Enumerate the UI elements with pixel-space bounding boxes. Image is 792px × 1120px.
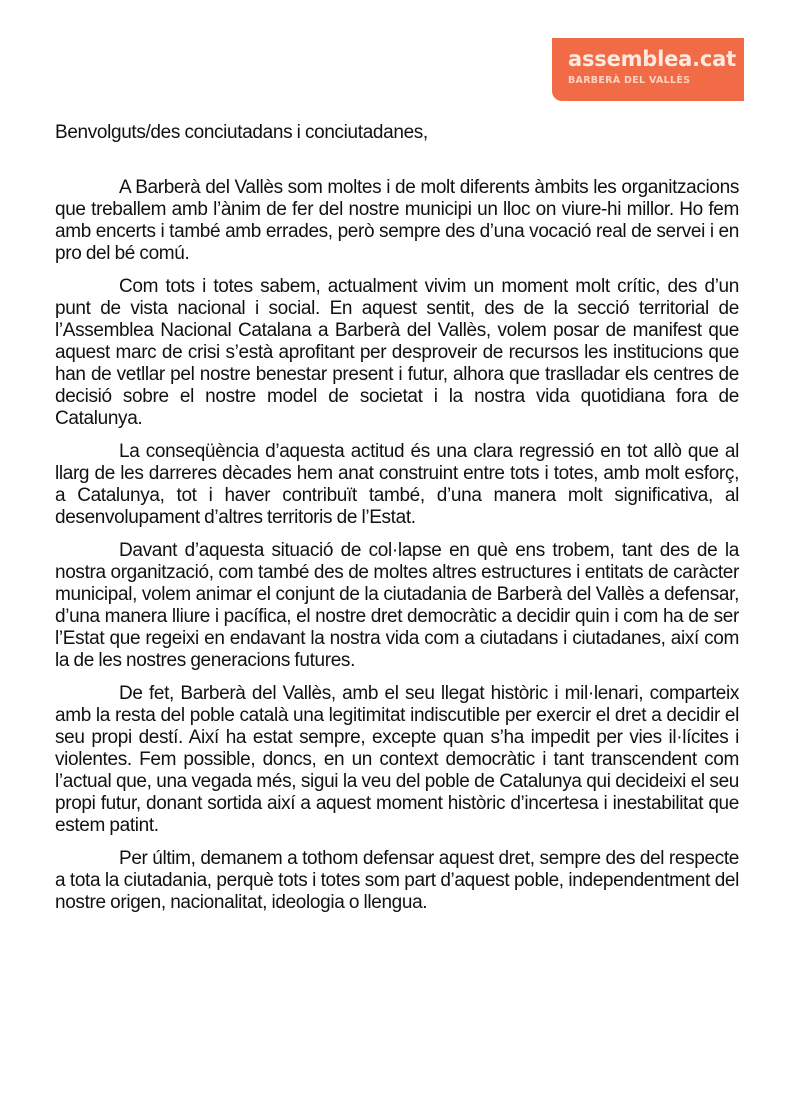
letter-greeting: Benvolguts/des conciutadans i conciutadanes, (55, 122, 428, 143)
paragraph-4: Davant d’aquesta situació de col·lapse en què ens trobem, tant des de la nostra organització, com també des de moltes altres estructures i entitats de caràcter municipal, volem animar el conjunt de la ciutadania de Barberà del Vallès a defensar, d’una manera lliure i pacífica, el nostre dret democràtic a decidir quin i com ha de ser l’Estat que regeixi en endavant la nostra vida com a ciutadans i ciutadanes, així com la de les nostres generacions futures. (55, 540, 739, 671)
paragraph-1: A Barberà del Vallès som moltes i de molt diferents àmbits les organitzacions que treballem amb l’ànim de fer del nostre municipi un lloc on viure-hi millor. Ho fem amb encerts i també amb errades, però sempre des d’una vocació real de servei i en pro del bé comú. (55, 177, 739, 264)
paragraph-6: Per últim, demanem a tothom defensar aquest dret, sempre des del respecte a tota la ciutadania, perquè tots i totes som part d’aquest poble, independentment del nostre origen, nacionalitat, ideologia o llengua. (55, 848, 739, 913)
paragraph-5: De fet, Barberà del Vallès, amb el seu llegat històric i mil·lenari, comparteix amb la resta del poble català una legitimitat indiscutible per exercir el dret a decidir el seu propi destí. Així ha estat sempre, excepte quan s’ha impedit per vies il·lícites i violentes. Fem possible, doncs, en un context democràtic i tant transcendent com l’actual que, una vegada més, sigui la veu del poble de Catalunya qui decideixi el seu propi futur, donant sortida així a aquest moment històric d’incertesa i inestabilitat que estem patint. (55, 683, 739, 836)
paragraph-3: La conseqüència d’aquesta actitud és una clara regressió en tot allò que al llarg de les darreres dècades hem anat construint entre tots i totes, amb molt esforç, a Catalunya, tot i haver contribuït també, d’una manera molt significativa, al desenvolupament d’altres territoris de l’Estat. (55, 441, 739, 528)
letter-body (55, 122, 739, 914)
paragraph-2: Com tots i totes sabem, actualment vivim un moment molt crític, des d’un punt de vista nacional i social. En aquest sentit, des de la secció territorial de l’Assemblea Nacional Catalana a Barberà del Vallès, volem posar de manifest que aquest marc de crisi s’està aprofitant per desproveir de recursos les institucions que han de vetllar pel nostre benestar present i futur, alhora que traslladar els centres de decisió sobre el nostre model de societat i la nostra vida quotidiana fora de Catalunya. (55, 276, 739, 429)
logo-subtitle: BARBERÀ DEL VALLÈS (568, 75, 691, 86)
logo-title: assemblea.cat (568, 47, 736, 71)
assemblea-logo (552, 38, 744, 101)
